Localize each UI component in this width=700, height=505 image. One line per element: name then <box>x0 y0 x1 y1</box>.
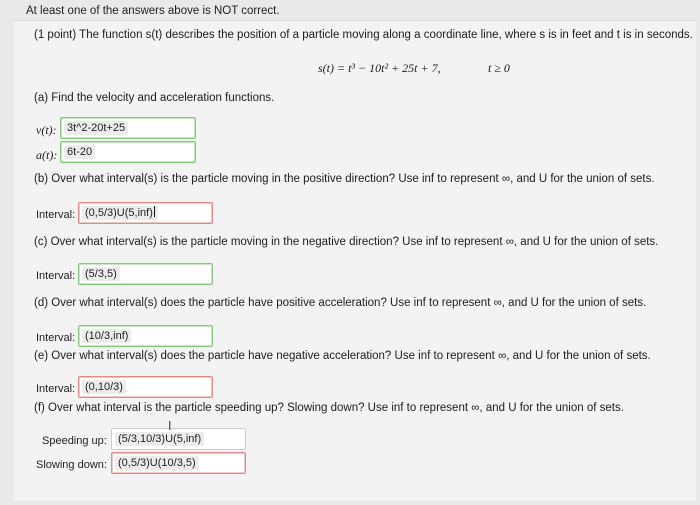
part-c-interval-input[interactable] <box>78 263 213 285</box>
answer-status-notice: At least one of the answers above is NOT correct. <box>26 5 280 17</box>
slowing-down-value: (0,5/3)U(10/3,5) <box>115 456 199 470</box>
acceleration-input[interactable] <box>60 141 196 163</box>
slowing-down-input[interactable] <box>111 452 246 474</box>
equation-text: s(t) = t³ − 10t² + 25t + 7, <box>318 61 441 75</box>
domain-condition <box>488 61 510 76</box>
problem-intro <box>34 29 693 41</box>
acceleration-value: 6t-20 <box>64 145 95 159</box>
part-b-prompt: (b) Over what interval(s) is the particle moving in the positive direction? Use inf to represent ∞, and U for the union of sets. <box>34 173 655 185</box>
part-f-prompt: (f) Over what interval is the particle speeding up? Slowing down? Use inf to represent ∞, and U for the union of sets. <box>34 402 624 414</box>
velocity-input[interactable] <box>60 117 196 139</box>
part-b-interval-value: (0,5/3)U(5,inf) <box>82 206 158 220</box>
domain-condition-text: t ≥ 0 <box>488 61 510 75</box>
position-equation <box>318 61 441 76</box>
velocity-label: v(t): <box>36 123 57 137</box>
part-c-interval-value: (5/3,5) <box>82 267 120 281</box>
part-d-interval-value: (10/3,inf) <box>82 329 131 343</box>
acceleration-label: a(t): <box>36 148 58 162</box>
speeding-up-input[interactable] <box>111 428 246 450</box>
text-caret <box>154 206 155 217</box>
part-c-prompt: (c) Over what interval(s) is the particle moving in the negative direction? Use inf to represent ∞, and U for the union of sets. <box>34 236 659 248</box>
part-e-interval-input[interactable] <box>78 376 213 398</box>
part-c-interval-label: Interval: <box>36 270 76 282</box>
part-b-interval-input[interactable] <box>78 202 213 224</box>
slowing-down-label: Slowing down: <box>36 459 107 471</box>
part-d-interval-label: Interval: <box>36 332 76 344</box>
part-e-interval-label: Interval: <box>36 383 76 395</box>
part-d-prompt: (d) Over what interval(s) does the particle have positive acceleration? Use inf to represent ∞, and U for the union of sets. <box>34 297 647 309</box>
part-d-interval-input[interactable] <box>78 325 213 347</box>
speeding-up-value: (5/3,10/3)U(5,inf) <box>115 432 204 446</box>
speeding-up-label: Speeding up: <box>42 435 107 447</box>
part-e-interval-value: (0,10/3) <box>82 380 126 394</box>
part-a-prompt: (a) Find the velocity and acceleration functions. <box>34 92 275 104</box>
mouse-ibeam-cursor-icon: I <box>168 419 172 433</box>
part-b-interval-label: Interval: <box>36 209 76 221</box>
part-e-prompt: (e) Over what interval(s) does the particle have negative acceleration? Use inf to represent ∞, and U for the union of sets. <box>34 350 651 362</box>
problem-intro-text: (1 point) The function s(t) describes the position of a particle moving along a coordinate line, where s is in feet and t is in seconds. <box>34 29 693 41</box>
velocity-value: 3t^2-20t+25 <box>64 121 128 135</box>
